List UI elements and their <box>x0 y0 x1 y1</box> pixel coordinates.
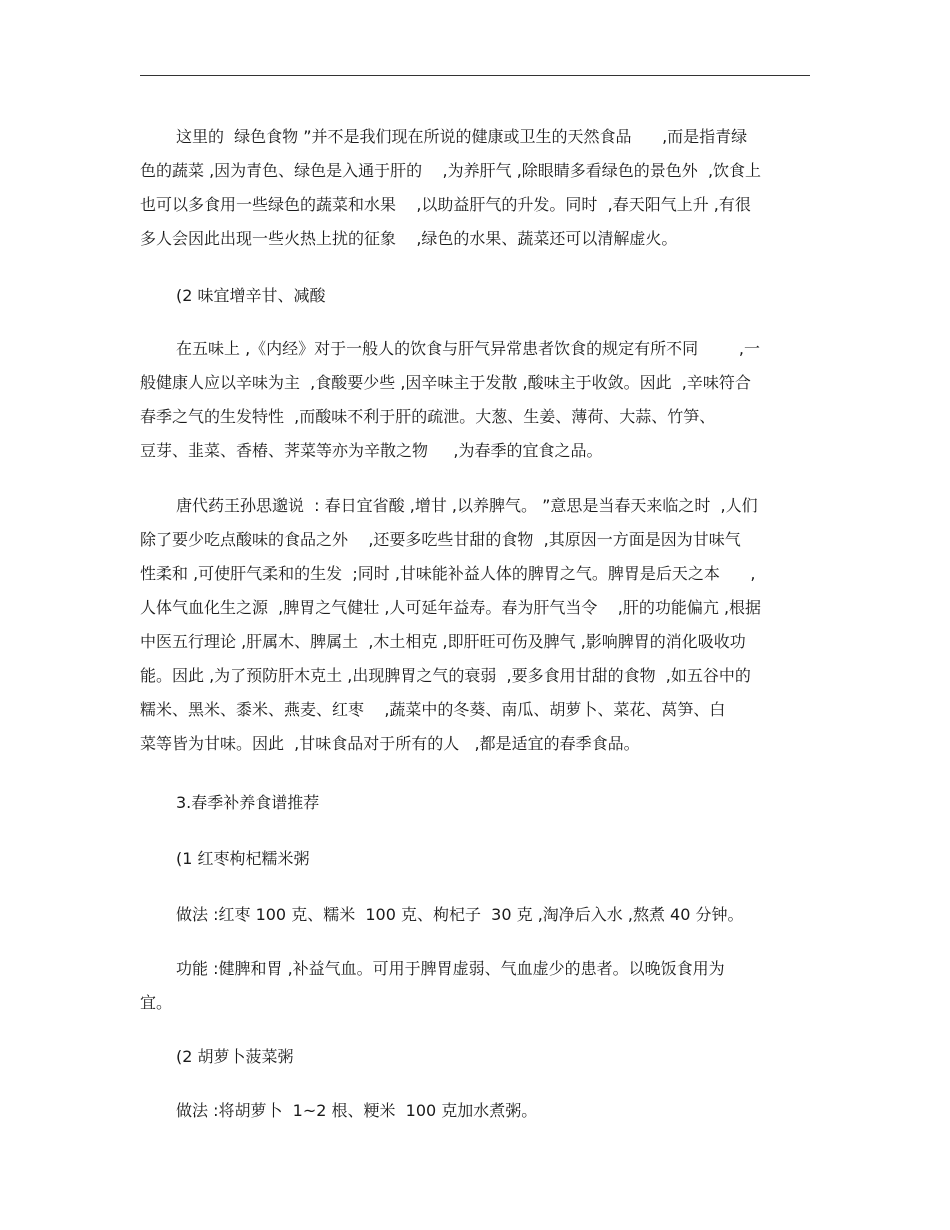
paragraph-line: 般健康人应以辛味为主 ,食酸要少些 ,因辛味主于发散 ,酸味主于收敛。因此 ,辛味符合 <box>140 373 751 392</box>
paragraph-line: 中医五行理论 ,肝属木、脾属土 ,木土相克 ,即肝旺可伤及脾气 ,影响脾胃的消化吸收功 <box>140 632 746 651</box>
paragraph-line: 除了要少吃点酸味的食品之外 ,还要多吃些甘甜的食物 ,其原因一方面是因为甘味气 <box>140 530 741 549</box>
paragraph-line: 菜等皆为甘味。因此 ,甘味食品对于所有的人 ,都是适宜的春季食品。 <box>140 734 640 753</box>
paragraph-line: 色的蔬菜 ,因为青色、绿色是入通于肝的 ,为养肝气 ,除眼睛多看绿色的景色外 ,饮食上 <box>140 161 762 180</box>
paragraph-line: 能。因此 ,为了预防肝木克土 ,出现脾胃之气的衰弱 ,要多食用甘甜的食物 ,如五谷中的 <box>140 666 751 685</box>
paragraph-line: 多人会因此出现一些火热上扰的征象 ,绿色的水果、蔬菜还可以清解虚火。 <box>140 229 678 248</box>
recipe-title: (1 红枣枸杞糯米粥 <box>176 849 310 868</box>
paragraph-line: 这里的 绿色食物 ”并不是我们现在所说的健康或卫生的天然食品 ,而是指青绿 <box>176 127 748 146</box>
recipe-method: 做法 :红枣 100 克、糯米 100 克、枸杞子 30 克 ,淘净后入水 ,熬煮 40 分钟。 <box>176 905 744 924</box>
section-heading: (2 味宜增辛甘、减酸 <box>176 286 326 305</box>
recipe-function: 功能 :健脾和胃 ,补益气血。可用于脾胃虚弱、气血虚少的患者。以晚饭食用为 <box>176 959 725 978</box>
paragraph-line: 唐代药王孙思邈说 : 春日宜省酸 ,增甘 ,以养脾气。 ”意思是当春天来临之时 ,人们 <box>176 496 758 515</box>
header-rule <box>140 75 810 76</box>
recipe-title: (2 胡萝卜菠菜粥 <box>176 1047 294 1066</box>
paragraph-line: 豆芽、韭菜、香椿、荠菜等亦为辛散之物 ,为春季的宜食之品。 <box>140 441 603 460</box>
paragraph-line: 在五味上 ,《内经》对于一般人的饮食与肝气异常患者饮食的规定有所不同 ,一 <box>176 339 760 358</box>
section-heading: 3.春季补养食谱推荐 <box>176 793 320 812</box>
paragraph-line: 糯米、黑米、黍米、燕麦、红枣 ,蔬菜中的冬葵、南瓜、胡萝卜、菜花、莴笋、白 <box>140 700 726 719</box>
recipe-method: 做法 :将胡萝卜 1~2 根、粳米 100 克加水煮粥。 <box>176 1101 538 1120</box>
paragraph-line: 也可以多食用一些绿色的蔬菜和水果 ,以助益肝气的升发。同时 ,春天阳气上升 ,有很 <box>140 195 751 214</box>
paragraph-line: 春季之气的生发特性 ,而酸味不利于肝的疏泄。大葱、生姜、薄荷、大蒜、竹笋、 <box>140 407 716 426</box>
paragraph-line: 性柔和 ,可使肝气柔和的生发 ;同时 ,甘味能补益人体的脾胃之气。脾胃是后天之本 , <box>140 564 756 583</box>
paragraph-line: 人体气血化生之源 ,脾胃之气健壮 ,人可延年益寿。春为肝气当令 ,肝的功能偏亢 ,根据 <box>140 598 762 617</box>
recipe-function: 宜。 <box>140 993 173 1012</box>
